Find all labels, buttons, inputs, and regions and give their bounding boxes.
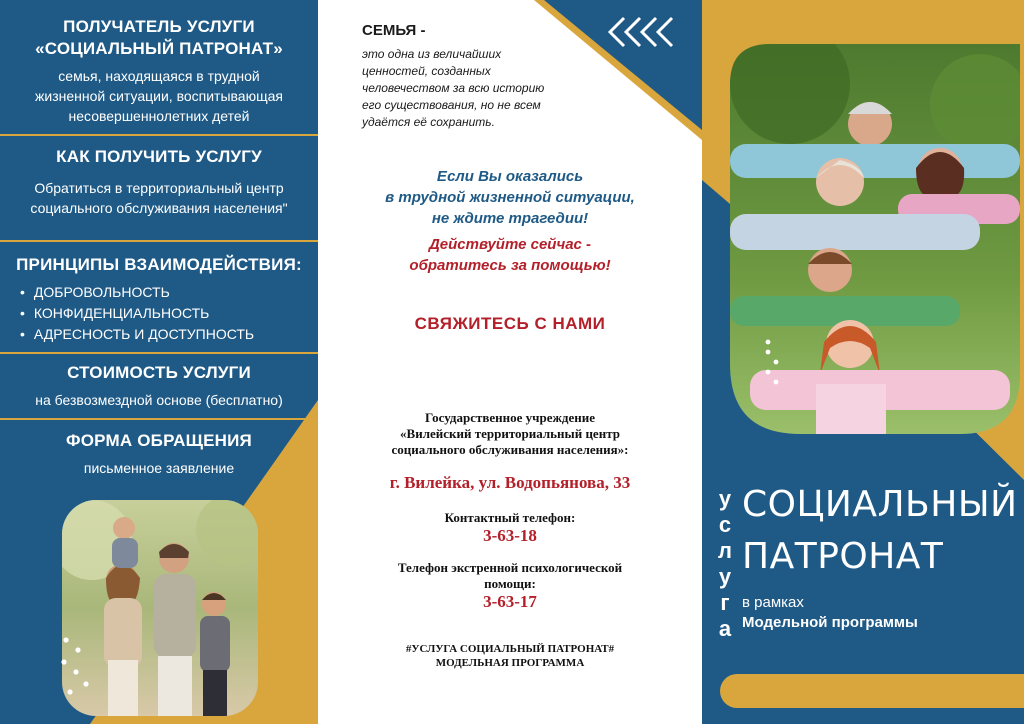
cost-text: на безвозмездной основе (бесплатно) (35, 392, 283, 408)
principle-item: • ДОБРОВОЛЬНОСТЬ (20, 282, 318, 303)
how-text-2: социального обслуживания населения" (30, 200, 288, 216)
phone-number: 3-63-18 (483, 526, 537, 545)
red-callout-line: Действуйте сейчас - (428, 236, 592, 253)
family-line: это одна из величайших (362, 47, 502, 61)
principle-item: • КОНФИДЕНЦИАЛЬНОСТЬ (20, 303, 318, 324)
hashtag-line: МОДЕЛЬНАЯ ПРОГРАММА (435, 657, 585, 669)
red-callout (318, 234, 702, 276)
address: г. Вилейка, ул. Водопьянова, 33 (389, 473, 631, 492)
phone-label: Контактный телефон: (444, 510, 576, 525)
principles-list (0, 282, 318, 345)
divider (0, 352, 318, 354)
recipient-title-2: «СОЦИАЛЬНЫЙ ПАТРОНАТ» (35, 39, 283, 58)
principles-section (0, 254, 318, 345)
left-panel (0, 0, 318, 724)
cost-title: СТОИМОСТЬ УСЛУГИ (67, 363, 251, 382)
blue-callout (318, 166, 702, 229)
family-text (362, 46, 587, 131)
form-text: письменное заявление (83, 460, 235, 476)
vertical-letter: у (718, 486, 732, 511)
org-line: «Вилейский территориальный центр (400, 426, 620, 441)
red-callout-line: обратитесь за помощью! (409, 257, 611, 274)
chevrons-icon (604, 14, 680, 50)
right-panel (702, 0, 1024, 724)
family-line: его существования, но не всем (362, 98, 541, 112)
vertical-word-service (714, 486, 736, 642)
cover-subtitle-2: Модельной программы (742, 614, 918, 631)
dots-decoration (56, 632, 96, 702)
family-line: человечеством за всю историю (362, 81, 545, 95)
recipient-text-1: семья, находящаяся в трудной (58, 68, 260, 84)
how-text-1: Обратиться в территориальный центр (34, 180, 284, 196)
vertical-letter: л (718, 538, 732, 563)
middle-panel (318, 0, 702, 724)
vertical-letter: а (718, 616, 732, 641)
emergency-label-line: Телефон экстренной психологической (397, 560, 623, 575)
org-line: Государственное учреждение (424, 410, 595, 425)
vertical-letter: г (720, 590, 730, 615)
cover-title-1: СОЦИАЛЬНЫЙ (742, 484, 1018, 525)
emergency-label (318, 560, 702, 592)
divider (0, 240, 318, 242)
how-title: КАК ПОЛУЧИТЬ УСЛУГУ (56, 147, 262, 166)
family-title: СЕМЬЯ - (362, 22, 426, 39)
form-section (0, 430, 318, 478)
gold-bar-decoration (720, 674, 1024, 708)
vertical-letter: у (718, 564, 732, 589)
blue-callout-line: не ждите трагедии! (431, 210, 589, 227)
family-line: удаётся её сохранить. (362, 115, 495, 129)
cover-title-2: ПАТРОНАТ (742, 536, 944, 577)
divider (0, 418, 318, 420)
recipient-title: ПОЛУЧАТЕЛЬ УСЛУГИ (63, 17, 255, 36)
emergency-phone: 3-63-17 (483, 592, 537, 611)
contact-us-heading: СВЯЖИТЕСЬ С НАМИ (414, 314, 606, 333)
vertical-letter: с (718, 512, 732, 537)
recipient-section (0, 16, 318, 126)
recipient-text-2: жизненной ситуации, воспитывающая (35, 88, 283, 104)
org-line: социального обслуживания населения»: (391, 442, 629, 457)
divider (0, 134, 318, 136)
family-line: ценностей, созданных (362, 64, 491, 78)
principles-title: ПРИНЦИПЫ ВЗАИМОДЕЙСТВИЯ: (16, 255, 302, 274)
cover-subtitle-1: в рамках (742, 594, 804, 611)
organization (318, 410, 702, 458)
dots-decoration (756, 336, 786, 396)
principle-item: • АДРЕСНОСТЬ И ДОСТУПНОСТЬ (20, 324, 318, 345)
blue-callout-line: Если Вы оказались (436, 168, 584, 185)
blue-callout-line: в трудной жизненной ситуации, (385, 189, 635, 206)
hashtags (318, 642, 702, 670)
how-section (0, 146, 318, 218)
hashtag-line: #УСЛУГА СОЦИАЛЬНЫЙ ПАТРОНАТ# (405, 643, 615, 655)
cost-section (0, 362, 318, 410)
emergency-label-line: помощи: (484, 576, 536, 591)
recipient-text-3: несовершеннолетних детей (68, 108, 250, 124)
form-title: ФОРМА ОБРАЩЕНИЯ (66, 431, 252, 450)
